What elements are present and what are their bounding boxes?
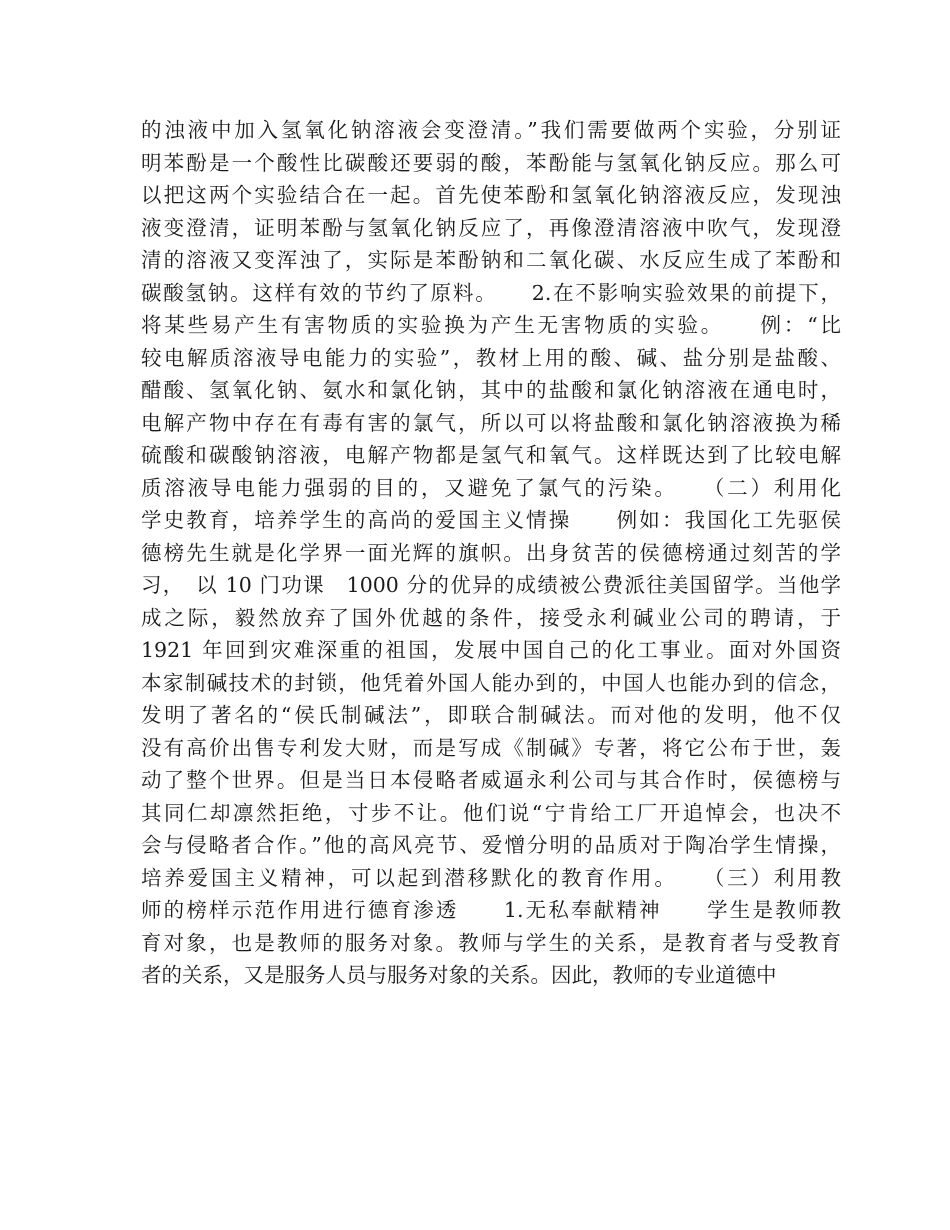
- text-line: 培养爱国主义精神，可以起到潜移默化的教育作用。 （三）利用教: [141, 865, 841, 890]
- text-line: 质溶液导电能力强弱的目的，又避免了氯气的污染。 （二）利用化: [141, 475, 841, 500]
- text-line: 的浊液中加入氢氧化钠溶液会变澄清。”我们需要做两个实验，分别证: [141, 118, 841, 142]
- text-line: 以把这两个实验结合在一起。首先使苯酚和氢氧化钠溶液反应，发现浊: [141, 183, 841, 207]
- text-line: 成之际，毅然放弃了国外优越的条件，接受永利碱业公司的聘请，于: [141, 605, 841, 630]
- text-line: 醋酸、氢氧化钠、氨水和氯化钠，其中的盐酸和氯化钠溶液在通电时，: [141, 378, 841, 402]
- text-line: 没有高价出售专利发大财，而是写成《制碱》专著，将它公布于世，轰: [141, 735, 841, 760]
- text-line: 者的关系，又是服务人员与服务对象的关系。因此，教师的专业道德中: [141, 963, 777, 987]
- text-line: 习， 以 10 门功课 1000 分的优异的成绩被公费派往美国留学。当他学: [141, 573, 841, 597]
- text-line: 液变澄清，证明苯酚与氢氧化钠反应了，再像澄清溶液中吹气，发现澄: [141, 215, 841, 240]
- text-line: 硫酸和碳酸钠溶液，电解产物都是氢气和氧气。这样既达到了比较电解: [141, 443, 841, 467]
- text-line: 动了整个世界。但是当日本侵略者威逼永利公司与其合作时，侯德榜与: [141, 768, 841, 792]
- text-line: 清的溶液又变浑浊了，实际是苯酚钠和二氧化碳、水反应生成了苯酚和: [141, 248, 841, 272]
- text-line: 师的榜样示范作用进行德育渗透 1.无私奉献精神 学生是教师教: [141, 898, 841, 922]
- text-line: 学史教育，培养学生的高尚的爱国主义情操 例如：我国化工先驱侯: [141, 508, 841, 532]
- text-line: 较电解质溶液导电能力的实验”，教材上用的酸、碱、盐分别是盐酸、: [141, 345, 841, 370]
- text-line: 将某些易产生有害物质的实验换为产生无害物质的实验。 例：“比: [141, 313, 841, 337]
- text-line: 德榜先生就是化学界一面光辉的旗帜。出身贫苦的侯德榜通过刻苦的学: [141, 540, 841, 565]
- text-line: 会与侵略者合作。”他的高风亮节、爱憎分明的品质对于陶冶学生情操，: [141, 833, 841, 857]
- text-line: 育对象，也是教师的服务对象。教师与学生的关系，是教育者与受教育: [141, 930, 841, 955]
- body-text: [141, 114, 841, 992]
- text-line: 1921 年回到灾难深重的祖国，发展中国自己的化工事业。面对外国资: [141, 638, 841, 662]
- text-line: 明苯酚是一个酸性比碳酸还要弱的酸，苯酚能与氢氧化钠反应。那么可: [141, 150, 841, 175]
- text-line: 本家制碱技术的封锁，他凭着外国人能办到的，中国人也能办到的信念，: [141, 670, 841, 695]
- text-line: 发明了著名的“侯氏制碱法”，即联合制碱法。而对他的发明，他不仅: [141, 703, 841, 727]
- text-line: 其同仁却凛然拒绝，寸步不让。他们说“宁肯给工厂开追悼会，也决不: [141, 800, 841, 825]
- text-line: 电解产物中存在有毒有害的氯气，所以可以将盐酸和氯化钠溶液换为稀: [141, 410, 841, 435]
- text-line: 碳酸氢钠。这样有效的节约了原料。 2.在不影响实验效果的前提下，: [141, 280, 841, 305]
